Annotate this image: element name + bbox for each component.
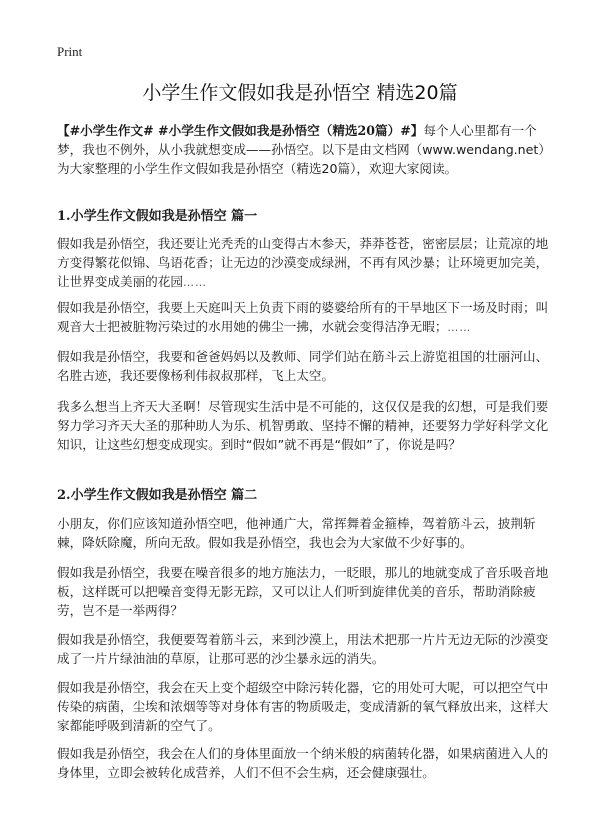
paragraph-text: 假如我是孙悟空，我要和爸爸妈妈以及教师、同学们站在筋斗云上游览祖国的壮丽河山、名胜古迹，我还要像杨利伟叔叔那样，飞上太空。 xyxy=(57,349,549,383)
paragraph-text: 我多么想当上齐天大圣啊！尽管现实生活中是不可能的，这仅仅是我的幻想，可是我们要努力学习齐天大圣的那种助人为乐、机智勇敢、坚持不懈的精神，还要努力学好科学文化知识，让这些幻想变成现实。到时“假如”就不再是“假如”了，你说是吗？ xyxy=(57,399,549,452)
paragraph xyxy=(57,678,549,735)
print-label: Print xyxy=(57,44,83,59)
intro-paragraph xyxy=(57,121,549,178)
paragraph xyxy=(57,563,549,620)
paragraph-text: 小朋友，你们应该知道孙悟空吧，他神通广大，常挥舞着金箍棒，驾着筋斗云，披荆斩棘，降妖除魔，所向无敌。假如我是孙悟空，我也会为大家做不少好事的。 xyxy=(57,516,536,550)
intro-text: 每个人心里都有一个梦，我也不例外，从小我就想变成——孙悟空。以下是由文档网（www.wendang.net）为大家整理的小学生作文假如我是孙悟空（精选20篇），欢迎大家阅读。 xyxy=(57,123,545,176)
paragraph-text: 假如我是孙悟空，我还要让光秃秃的山变得古木参天，莽莽苍苍，密密层层；让荒凉的地方变得繁花似锦、鸟语花香；让无边的沙漠变成绿洲，不再有风沙暴；让环境更加完美，让世界变成美丽的花园 xyxy=(57,236,549,289)
paragraph-text: 假如我是孙悟空，我要在噪音很多的地方施法力，一眨眼，那儿的地就变成了音乐吸音地板，这样既可以把噪音变得无影无踪，又可以让人们听到旋律优美的音乐，帮助消除疲劳，岂不是一举两得？ xyxy=(57,565,549,618)
page-title: 小学生作文假如我是孙悟空 精选20篇 xyxy=(142,82,458,104)
ellipsis: …… xyxy=(182,276,207,289)
paragraph xyxy=(57,397,549,454)
paragraph xyxy=(57,298,549,337)
paragraph-text: 假如我是孙悟空，我要上天庭叫天上负责下雨的婆婆给所有的干旱地区下一场及时雨；叫观音大士把被脏物污染过的水用她的佛尘一拂，水就会变得洁净无暇； xyxy=(57,300,549,334)
paragraph-text: 假如我是孙悟空，我会在天上变个超级空中除污转化器，它的用处可大呢，可以把空气中传染的病菌，尘埃和浓烟等等对身体有害的物质吸走，变成清新的氧气释放出来，这样大家都能呼吸到清新的空气了。 xyxy=(57,680,549,733)
paragraph xyxy=(57,347,549,385)
paragraph xyxy=(57,744,549,782)
paragraph-text: 假如我是孙悟空，我便要驾着筋斗云，来到沙漠上，用法术把那一片片无边无际的沙漠变成了一片片绿油油的草原，让那可恶的沙尘暴永远的消失。 xyxy=(57,632,549,666)
section-heading-2: 2.小学生作文假如我是孙悟空 篇二 xyxy=(57,488,258,503)
paragraph xyxy=(57,514,549,552)
intro-tags: 【#小学生作文# #小学生作文假如我是孙悟空（精选20篇）#】 xyxy=(57,123,424,138)
paragraph xyxy=(57,234,549,292)
ellipsis: …… xyxy=(447,321,472,334)
paragraph xyxy=(57,630,549,668)
paragraph-text: 假如我是孙悟空，我会在人们的身体里面放一个纳米般的病菌转化器，如果病菌进入人的身体里，立即会被转化成营养，人们不但不会生病，还会健康强壮。 xyxy=(57,746,549,780)
section-heading-1: 1.小学生作文假如我是孙悟空 篇一 xyxy=(57,209,258,224)
